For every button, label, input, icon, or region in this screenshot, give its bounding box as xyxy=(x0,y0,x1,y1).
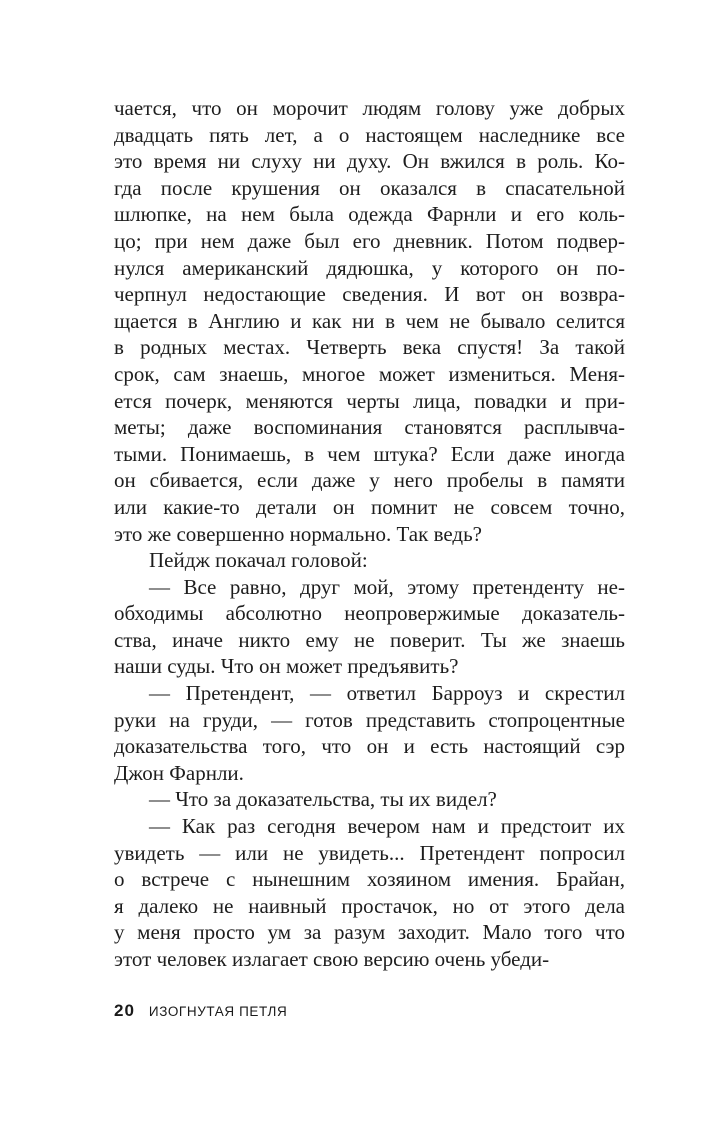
text-line: у меня просто ум за разум заходит. Мало того что xyxy=(114,920,625,945)
text-line: увидеть — или не увидеть... Претендент попросил xyxy=(114,840,625,865)
paragraph xyxy=(114,813,625,973)
text-line: это время ни слуху ни духу. Он вжился в роль. Ко- xyxy=(114,149,625,174)
text-line: меты; даже воспоминания становятся расплывча- xyxy=(114,415,625,440)
book-title: ИЗОГНУТАЯ ПЕТЛЯ xyxy=(148,1004,288,1019)
text-line: о встрече с нынешним хозяином имения. Брайан, xyxy=(114,867,625,892)
paragraph xyxy=(114,574,625,680)
text-line: Пейдж покачал головой: xyxy=(149,548,368,573)
text-line: — Как раз сегодня вечером нам и предстоит их xyxy=(149,814,625,839)
paragraph xyxy=(114,95,625,547)
text-line: я далеко не наивный простачок, но от этого дела xyxy=(114,893,625,918)
text-line: ется почерк, меняются черты лица, повадки и при- xyxy=(114,388,625,413)
paragraph xyxy=(114,786,625,813)
text-line: нулся американский дядюшка, у которого он по- xyxy=(114,255,625,280)
text-line: чается, что он морочит людям голову уже добрых xyxy=(114,96,625,120)
text-line: черпнул недостающие сведения. И вот он возвра- xyxy=(114,282,625,307)
text-line: щается в Англию и как ни в чем не бывало селится xyxy=(114,308,625,333)
text-line: в родных местах. Четверть века спустя! За такой xyxy=(114,335,625,360)
text-line: наши суды. Что он может предъявить? xyxy=(114,654,459,679)
text-line: ства, иначе никто ему не поверит. Ты же знаешь xyxy=(114,627,625,652)
text-line: это же совершенно нормально. Так ведь? xyxy=(114,521,482,546)
page-text xyxy=(114,95,625,973)
text-line: — Что за доказательства, ты их видел? xyxy=(149,787,497,812)
text-line: обходимы абсолютно неопровержимые доказатель- xyxy=(114,601,625,626)
text-line: он сбивается, если даже у него пробелы в памяти xyxy=(114,468,625,493)
text-line: — Претендент, — ответил Барроуз и скрестил xyxy=(149,681,625,706)
text-line: двадцать пять лет, а о настоящем наследнике все xyxy=(114,122,625,147)
text-line: руки на груди, — готов представить стопроцентные xyxy=(114,707,625,732)
text-line: или какие-то детали он помнит не совсем точно, xyxy=(114,494,625,519)
text-line: цо; при нем даже был его дневник. Потом подвер- xyxy=(114,228,625,253)
page-number: 20 xyxy=(114,1001,135,1020)
page-footer xyxy=(114,1001,287,1021)
text-line: шлюпке, на нем была одежда Фарнли и его коль- xyxy=(114,202,625,227)
paragraph xyxy=(114,547,625,574)
text-line: доказательства того, что он и есть настоящий сэр xyxy=(114,734,625,759)
text-line: этот человек излагает свою версию очень убеди- xyxy=(114,947,550,971)
text-line: — Все равно, друг мой, этому претенденту не- xyxy=(149,574,625,599)
paragraph xyxy=(114,680,625,786)
text-line: срок, сам знаешь, многое может измениться. Меня- xyxy=(114,361,625,386)
text-line: тыми. Понимаешь, в чем штука? Если даже иногда xyxy=(114,441,625,466)
text-line: Джон Фарнли. xyxy=(114,760,244,785)
text-line: гда после крушения он оказался в спасательной xyxy=(114,175,625,200)
